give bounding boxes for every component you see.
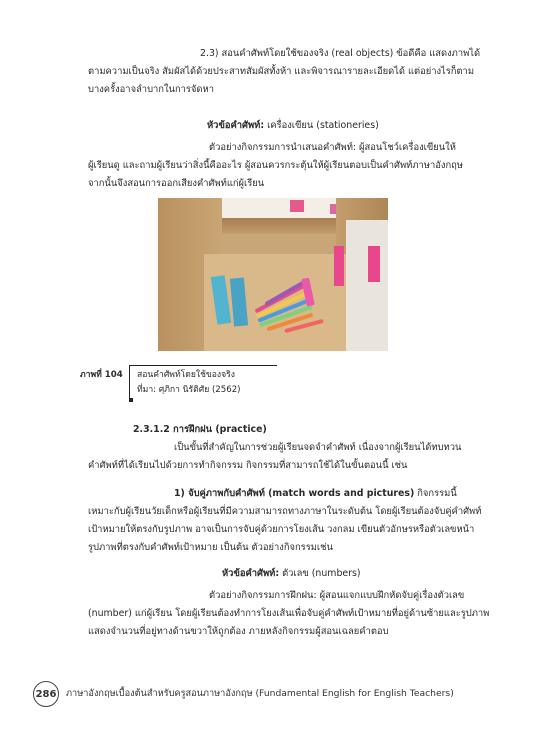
figure-label: ภาพที่ 104 — [80, 370, 123, 380]
item-2-3-line-3: บางครั้งอาจลำบากในการจัดหา — [88, 84, 214, 95]
item-1-title: 1) จับคู่ภาพกับคำศัพท์ (match words and pictures) — [174, 488, 415, 499]
item-2-3-line-1: 2.3) สอนคำศัพท์โดยใช้ของจริง (real objects) ข้อดีคือ แสดงภาพได้ — [200, 48, 481, 59]
item-1-line-4: รูปภาพที่ตรงกับคำศัพท์เป้าหมาย เป็นต้น ตัวอย่างกิจกรรมเช่น — [88, 542, 333, 553]
figure-source: ที่มา: ศุภิกา นิรัติศัย (2562) — [137, 385, 241, 395]
topic-2-value: ตัวเลข (numbers) — [279, 568, 361, 579]
intro-line-2: คำศัพท์ที่ได้เรียนไปด้วยการทำกิจกรรม กิจกรรมที่สามารถใช้ได้ในขั้นตอนนี้ เช่น — [88, 460, 408, 471]
stationery-box-photo — [158, 198, 388, 351]
topic-label: หัวข้อคำศัพท์: — [207, 120, 265, 131]
example-2-line-3: แสดงจำนวนที่อยู่ทางด้านขวาให้ถูกต้อง ภายหลังกิจกรรมผู้สอนเฉลยคำตอบ — [88, 626, 389, 637]
running-footer: ภาษาอังกฤษเบื้องต้นสำหรับครูสอนภาษาอังกฤษ (Fundamental English for English Teachers) — [66, 688, 454, 699]
example-1-line-2: ผู้เรียนดู และถามผู้เรียนว่าสิ่งนี้คืออะไร ผู้สอนควรกระตุ้นให้ผู้เรียนตอบเป็นคำศัพท์ภาษาอังกฤษ — [88, 160, 463, 171]
item-1-line-3: เป้าหมายให้ตรงกับรูปภาพ อาจเป็นการจับคู่ด้วยการโยงเส้น วงกลม เขียนตัวอักษรหรือตัวเลขหน้า — [88, 524, 475, 535]
caption-marker — [129, 398, 133, 402]
figure-caption: สอนคำศัพท์โดยใช้ของจริง — [137, 370, 235, 380]
item-1-title-rest: กิจกรรมนี้ — [414, 488, 457, 499]
page-number: 286 — [33, 681, 59, 707]
topic-2-label: หัวข้อคำศัพท์: — [222, 568, 280, 579]
item-2-3-line-2: ตามความเป็นจริง สัมผัสได้ด้วยประสาทสัมผัสทั้งห้า และพิจารณารายละเอียดได้ แต่อย่างไรก็ตาม — [88, 66, 475, 77]
example-1-line-1: ตัวอย่างกิจกรรมการนำเสนอคำศัพท์: ผู้สอนโชว์เครื่องเขียนให้ — [209, 142, 456, 153]
item-1-line-2: เหมาะกับผู้เรียนวัยเด็กหรือผู้เรียนที่มีความสามารถทางภาษาในระดับต้น โดยผู้เรียนต้องจับคู่คำศัพท์ — [88, 506, 482, 517]
caption-rule-vertical — [129, 365, 130, 399]
example-2-line-1: ตัวอย่างกิจกรรมการฝึกฝน: ผู้สอนแจกแบบฝึกหัดจับคู่เรื่องตัวเลข — [209, 590, 465, 601]
caption-rule — [129, 365, 277, 366]
example-2-line-2: (number) แก่ผู้เรียน โดยผู้เรียนต้องทำการโยงเส้นเพื่อจับคู่คำศัพท์เป้าหมายที่อยู่ด้านซ้ายและรูปภาพ — [88, 608, 490, 619]
topic-value: เครื่องเขียน (stationeries) — [264, 120, 379, 131]
intro-line-1: เป็นขั้นที่สำคัญในการช่วยผู้เรียนจดจำคำศัพท์ เนื่องจากผู้เรียนได้ทบทวน — [174, 442, 462, 453]
topic-stationeries — [207, 118, 379, 134]
section-heading: 2.3.1.2 การฝึกฝน (practice) — [133, 424, 267, 435]
topic-numbers — [222, 566, 361, 582]
item-1-line-1 — [174, 486, 457, 502]
example-1-line-3: จากนั้นจึงสอนการออกเสียงคำศัพท์แก่ผู้เรียน — [88, 178, 265, 189]
